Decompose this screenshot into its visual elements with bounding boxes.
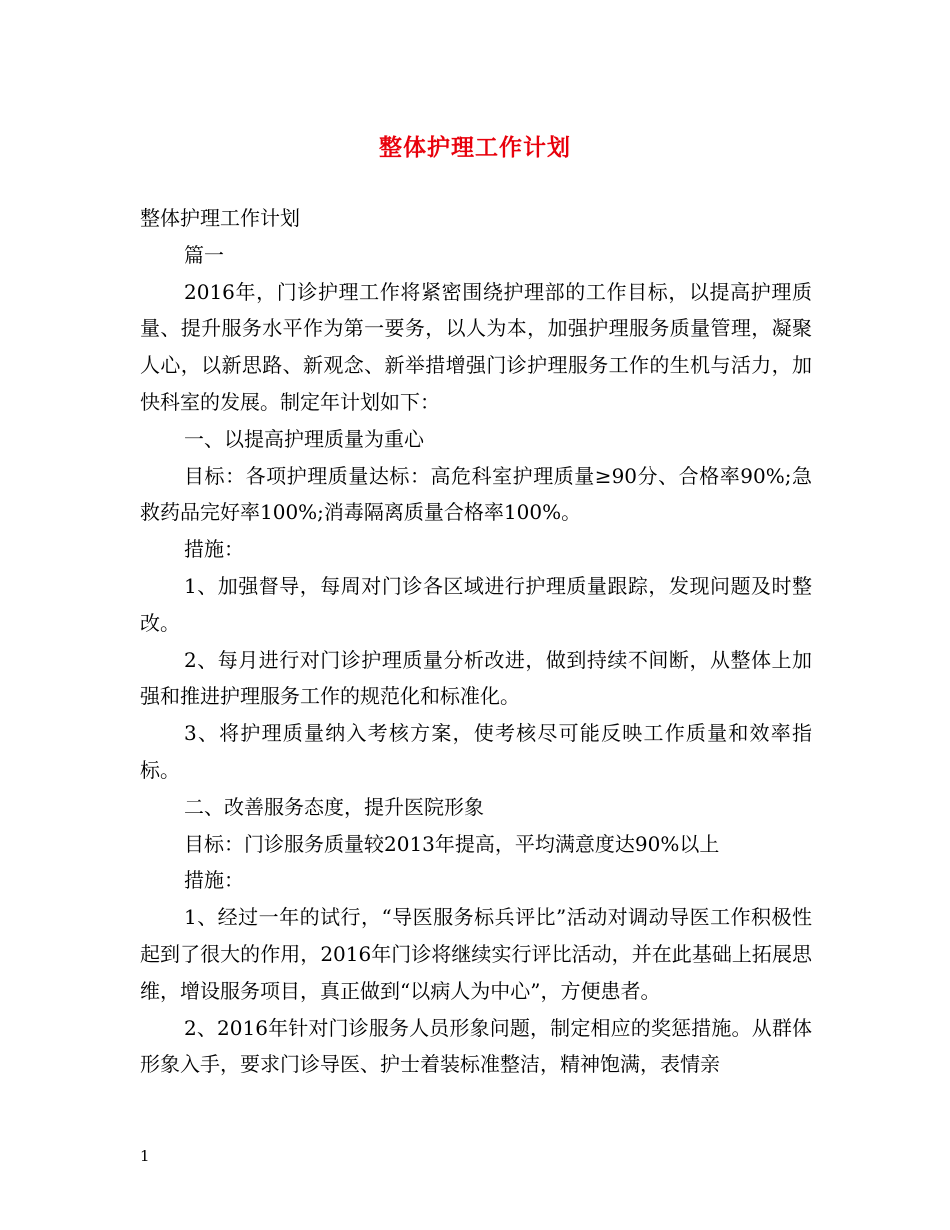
- body-paragraph-quality-goal: 目标：各项护理质量达标：高危科室护理质量≥90分、合格率90%;急救药品完好率100%;消毒隔离质量合格率100%。: [140, 463, 812, 525]
- page-number: 1: [140, 1147, 150, 1165]
- body-paragraph-intro: 2016年，门诊护理工作将紧密围绕护理部的工作目标，以提高护理质量、提升服务水平作为第一要务，以人为本，加强护理服务质量管理，凝聚人心，以新思路、新观念、新举措增强门诊护理服务工作的生机与活力，加快科室的发展。制定年计划如下：: [140, 279, 812, 414]
- body-paragraph-measure-1: 1、加强督导，每周对门诊各区域进行护理质量跟踪，发现问题及时整改。: [140, 573, 812, 635]
- body-paragraph-measure-3: 3、将护理质量纳入考核方案，使考核尽可能反映工作质量和效率指标。: [140, 721, 812, 782]
- body-paragraph-service-measure-1: 1、经过一年的试行，“导医服务标兵评比”活动对调动导医工作积极性起到了很大的作用，2016年门诊将继续实行评比活动，并在此基础上拓展思维，增设服务项目，真正做到“以病人为中心”，方便患者。: [140, 905, 812, 1003]
- body-paragraph-section-label: 篇一: [184, 242, 224, 267]
- body-paragraph-service-goal: 目标：门诊服务质量较2013年提高，平均满意度达90%以上: [184, 831, 720, 856]
- body-paragraph-measures-label-2: 措施：: [184, 868, 244, 893]
- section-heading-service: 二、改善服务态度，提升医院形象: [184, 794, 484, 819]
- body-paragraph-service-measure-2: 2、2016年针对门诊服务人员形象问题，制定相应的奖惩措施。从群体形象入手，要求门诊导医、护士着装标准整洁，精神饱满，表情亲: [140, 1015, 812, 1077]
- body-paragraph-subtitle: 整体护理工作计划: [140, 206, 300, 230]
- body-paragraph-measures-label: 措施：: [184, 537, 244, 562]
- document-title: 整体护理工作计划: [379, 134, 571, 161]
- document-body: [140, 200, 812, 1083]
- body-paragraph-measure-2: 2、每月进行对门诊护理质量分析改进，做到持续不间断，从整体上加强和推进护理服务工作的规范化和标准化。: [140, 647, 812, 709]
- section-heading-quality: 一、以提高护理质量为重心: [184, 426, 424, 451]
